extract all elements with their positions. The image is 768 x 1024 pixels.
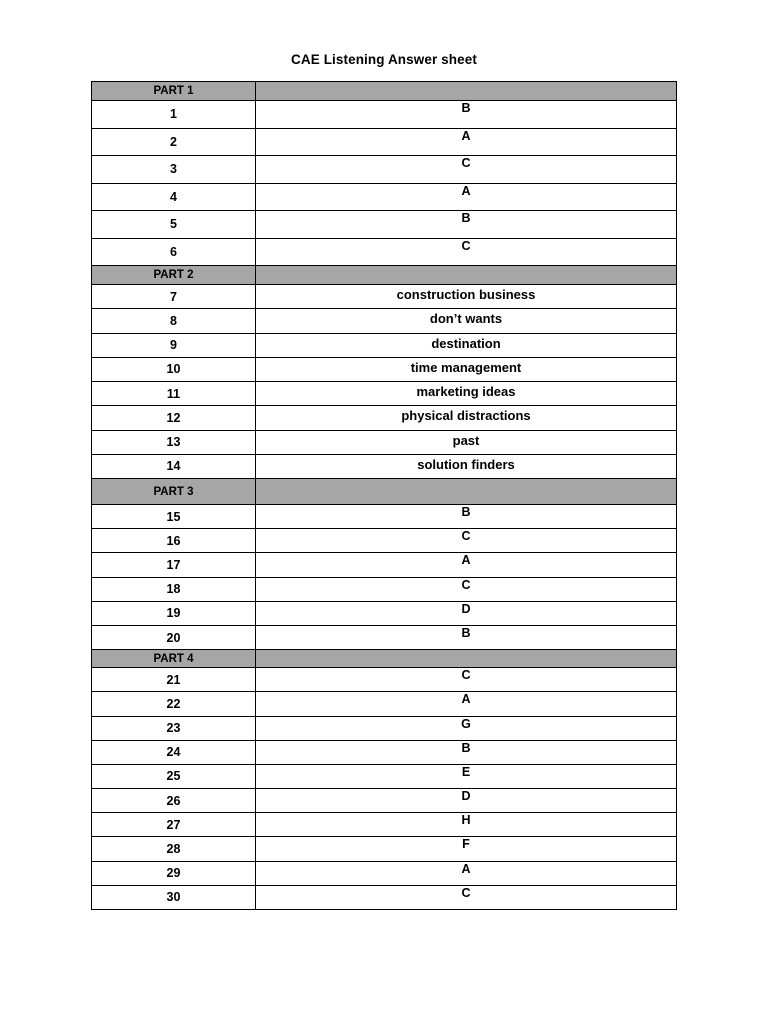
answer-cell: C xyxy=(256,885,677,909)
answer-cell: B xyxy=(256,211,677,239)
answer-row xyxy=(92,454,677,478)
answer-row xyxy=(92,382,677,406)
answer-row xyxy=(92,357,677,381)
page-title: CAE Listening Answer sheet xyxy=(291,52,477,67)
part-header-row xyxy=(92,266,677,285)
answer-cell: E xyxy=(256,764,677,788)
answer-row xyxy=(92,716,677,740)
part-header-row xyxy=(92,650,677,668)
answer-cell: F xyxy=(256,837,677,861)
answer-row xyxy=(92,183,677,211)
question-number: 25 xyxy=(92,764,256,788)
answer-cell: B xyxy=(256,505,677,529)
answer-row xyxy=(92,101,677,129)
question-number: 17 xyxy=(92,553,256,577)
question-number: 11 xyxy=(92,382,256,406)
answer-cell: A xyxy=(256,553,677,577)
question-number: 6 xyxy=(92,238,256,266)
answer-cell: C xyxy=(256,156,677,184)
answer-cell: marketing ideas xyxy=(256,382,677,406)
answer-cell: solution finders xyxy=(256,454,677,478)
answer-cell: destination xyxy=(256,333,677,357)
question-number: 22 xyxy=(92,692,256,716)
part-header-blank xyxy=(256,266,677,285)
answer-row xyxy=(92,211,677,239)
answer-table-body xyxy=(92,82,677,910)
answer-row xyxy=(92,406,677,430)
part-header-row xyxy=(92,479,677,505)
answer-row xyxy=(92,764,677,788)
answer-cell: A xyxy=(256,692,677,716)
answer-cell: physical distractions xyxy=(256,406,677,430)
answer-row xyxy=(92,885,677,909)
answer-cell: G xyxy=(256,716,677,740)
answer-cell: A xyxy=(256,183,677,211)
question-number: 27 xyxy=(92,813,256,837)
question-number: 18 xyxy=(92,577,256,601)
part-label: PART 3 xyxy=(92,479,256,505)
question-number: 1 xyxy=(92,101,256,129)
answer-row xyxy=(92,625,677,649)
answer-row xyxy=(92,156,677,184)
question-number: 23 xyxy=(92,716,256,740)
answer-row xyxy=(92,553,677,577)
part-header-row xyxy=(92,82,677,101)
question-number: 15 xyxy=(92,505,256,529)
part-label: PART 4 xyxy=(92,650,256,668)
answer-cell: D xyxy=(256,789,677,813)
part-header-blank xyxy=(256,650,677,668)
part-header-blank xyxy=(256,479,677,505)
answer-cell: C xyxy=(256,238,677,266)
answer-row xyxy=(92,128,677,156)
question-number: 8 xyxy=(92,309,256,333)
answer-table xyxy=(91,81,677,910)
answer-row xyxy=(92,668,677,692)
answer-cell: construction business xyxy=(256,285,677,309)
answer-row xyxy=(92,692,677,716)
question-number: 3 xyxy=(92,156,256,184)
answer-row xyxy=(92,861,677,885)
answer-cell: C xyxy=(256,577,677,601)
answer-row xyxy=(92,238,677,266)
question-number: 5 xyxy=(92,211,256,239)
answer-row xyxy=(92,333,677,357)
question-number: 10 xyxy=(92,357,256,381)
question-number: 12 xyxy=(92,406,256,430)
question-number: 2 xyxy=(92,128,256,156)
answer-row xyxy=(92,529,677,553)
answer-row xyxy=(92,505,677,529)
answer-row xyxy=(92,285,677,309)
answer-row xyxy=(92,837,677,861)
answer-cell: C xyxy=(256,668,677,692)
question-number: 21 xyxy=(92,668,256,692)
answer-cell: time management xyxy=(256,357,677,381)
answer-cell: A xyxy=(256,128,677,156)
part-label: PART 1 xyxy=(92,82,256,101)
answer-cell: B xyxy=(256,625,677,649)
question-number: 30 xyxy=(92,885,256,909)
answer-cell: don’t wants xyxy=(256,309,677,333)
part-header-blank xyxy=(256,82,677,101)
question-number: 20 xyxy=(92,625,256,649)
question-number: 4 xyxy=(92,183,256,211)
answer-cell: past xyxy=(256,430,677,454)
answer-cell: B xyxy=(256,101,677,129)
answer-cell: C xyxy=(256,529,677,553)
answer-row xyxy=(92,309,677,333)
question-number: 28 xyxy=(92,837,256,861)
answer-row xyxy=(92,430,677,454)
part-label: PART 2 xyxy=(92,266,256,285)
question-number: 19 xyxy=(92,601,256,625)
question-number: 24 xyxy=(92,740,256,764)
answer-cell: D xyxy=(256,601,677,625)
answer-cell: B xyxy=(256,740,677,764)
answer-row xyxy=(92,577,677,601)
answer-cell: H xyxy=(256,813,677,837)
answer-row xyxy=(92,813,677,837)
question-number: 16 xyxy=(92,529,256,553)
question-number: 26 xyxy=(92,789,256,813)
answer-row xyxy=(92,740,677,764)
question-number: 14 xyxy=(92,454,256,478)
question-number: 9 xyxy=(92,333,256,357)
question-number: 29 xyxy=(92,861,256,885)
answer-row xyxy=(92,601,677,625)
question-number: 13 xyxy=(92,430,256,454)
question-number: 7 xyxy=(92,285,256,309)
answer-cell: A xyxy=(256,861,677,885)
answer-row xyxy=(92,789,677,813)
